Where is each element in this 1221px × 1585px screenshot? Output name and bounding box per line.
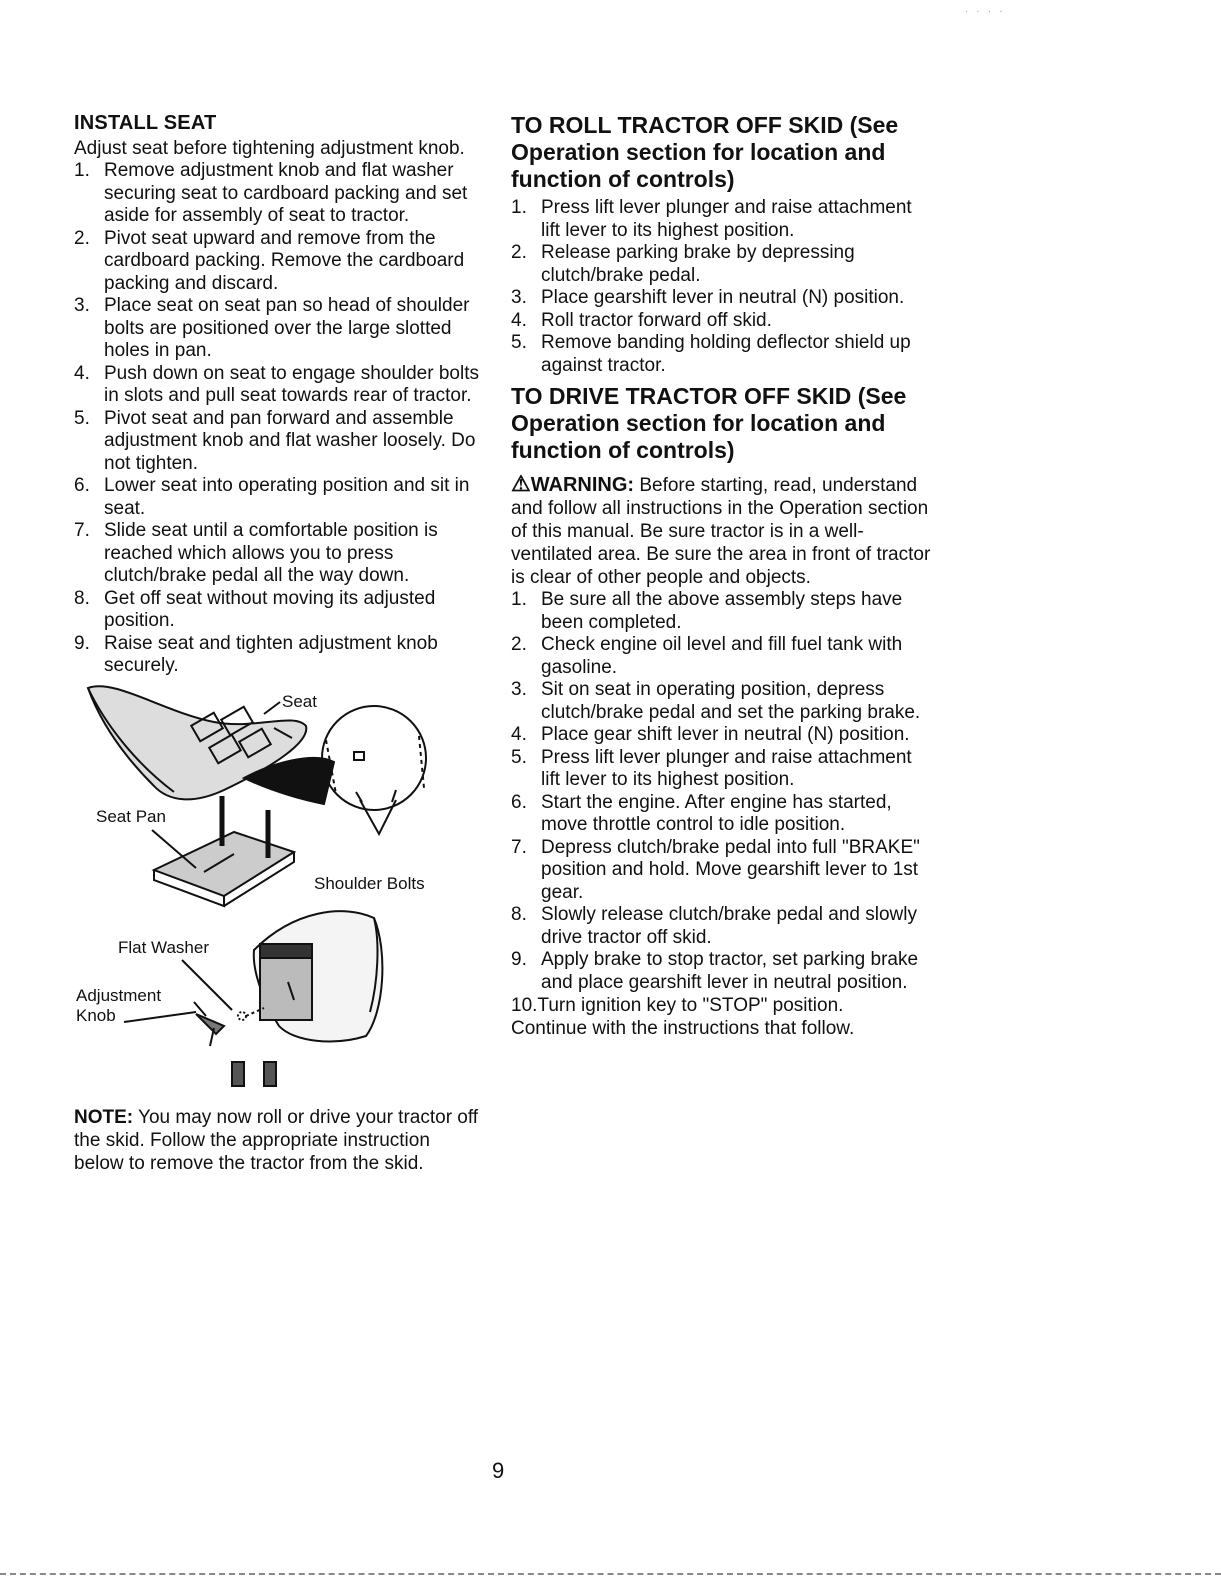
list-item: 5. Remove banding holding deflector shield up against tractor. [511, 332, 911, 376]
note-label: NOTE: [74, 1106, 134, 1128]
right-column [511, 112, 931, 1040]
list-item: 7. Depress clutch/brake pedal into full "BRAKE" position and hold. Move gearshift lever to 1st gear. [511, 836, 920, 903]
seat-assembly-figure [74, 682, 484, 1102]
install-seat-intro: Adjust seat before tightening adjustment knob. [74, 138, 465, 159]
list-item: 3. Sit on seat in operating position, depress clutch/brake pedal and set the parking brake. [511, 679, 921, 723]
page-number: 9 [492, 1458, 505, 1483]
scan-artifact: . . . . [965, 4, 1006, 15]
step-10: 10.Turn ignition key to "STOP" position. [511, 995, 844, 1016]
list-item: 7. Slide seat until a comfortable position is reached which allows you to press clutch/brake pedal all the way down. [74, 520, 438, 586]
list-item: 1. Press lift lever plunger and raise attachment lift lever to its highest position. [511, 197, 912, 241]
list-item: 9. Apply brake to stop tractor, set parking brake and place gearshift lever in neutral position. [511, 949, 919, 993]
install-seat-steps [74, 160, 484, 678]
roll-off-steps [511, 197, 931, 377]
list-item: 9. Raise seat and tighten adjustment knob securely. [74, 632, 438, 676]
list-item: 4. Roll tractor forward off skid. [511, 309, 772, 331]
scan-edge-divider [0, 1573, 1221, 1575]
list-item: 1. Remove adjustment knob and flat washer securing seat to cardboard packing and set aside for assembly of seat to tractor. [74, 160, 468, 226]
warning-label: WARNING: [530, 474, 635, 496]
drive-off-steps [511, 589, 931, 994]
seat-pan-label: Seat Pan [96, 806, 166, 826]
closing-line: Continue with the instructions that follow. [511, 1018, 855, 1039]
list-item: 4. Place gear shift lever in neutral (N) position. [511, 724, 910, 745]
warning-paragraph: ⚠WARNING: Before starting, read, understand and follow all instructions in the Operation section of this manual. Be sure tractor is in a well-ventilated area. Be sure the area in front of tractor is clear of other people and objects. [511, 471, 931, 588]
shoulder-bolts-label: Shoulder Bolts [314, 873, 425, 893]
list-item: 3. Place seat on seat pan so head of shoulder bolts are positioned over the large slotted holes in pan. [74, 295, 470, 361]
drive-off-heading: TO DRIVE TRACTOR OFF SKID (See Operation section for location and function of controls) [511, 383, 907, 463]
left-column [74, 112, 484, 1194]
list-item: 8. Slowly release clutch/brake pedal and slowly drive tractor off skid. [511, 904, 917, 948]
knob-label: Knob [76, 1005, 116, 1025]
flat-washer-label: Flat Washer [118, 937, 210, 957]
note-paragraph: NOTE: You may now roll or drive your tractor off the skid. Follow the appropriate instruction below to remove the tractor from the skid. [74, 1106, 479, 1174]
seat-label: Seat [282, 691, 317, 711]
adjustment-label: Adjustment [76, 985, 162, 1005]
list-item: 2. Check engine oil level and fill fuel tank with gasoline. [511, 634, 903, 678]
warning-triangle-icon: ⚠ [511, 471, 531, 496]
list-item: 1. Be sure all the above assembly steps have been completed. [511, 589, 903, 633]
list-item: 2. Pivot seat upward and remove from the cardboard packing. Remove the cardboard packing and discard. [74, 227, 465, 294]
list-item: 8. Get off seat without moving its adjusted position. [74, 587, 436, 631]
list-item: 6. Start the engine. After engine has started, move throttle control to idle position. [511, 791, 892, 835]
list-item: 3. Place gearshift lever in neutral (N) position. [511, 287, 905, 308]
list-item: 5. Pivot seat and pan forward and assemble adjustment knob and flat washer loosely. Do not tighten. [74, 407, 476, 474]
list-item: 5. Press lift lever plunger and raise attachment lift lever to its highest position. [511, 746, 912, 790]
list-item: 4. Push down on seat to engage shoulder bolts in slots and pull seat towards rear of tractor. [74, 362, 479, 406]
roll-off-heading: TO ROLL TRACTOR OFF SKID (See Operation section for location and function of controls) [511, 112, 899, 192]
list-item: 6. Lower seat into operating position and sit in seat. [74, 475, 470, 519]
list-item: 2. Release parking brake by depressing clutch/brake pedal. [511, 242, 855, 286]
install-seat-heading: INSTALL SEAT [74, 112, 217, 134]
